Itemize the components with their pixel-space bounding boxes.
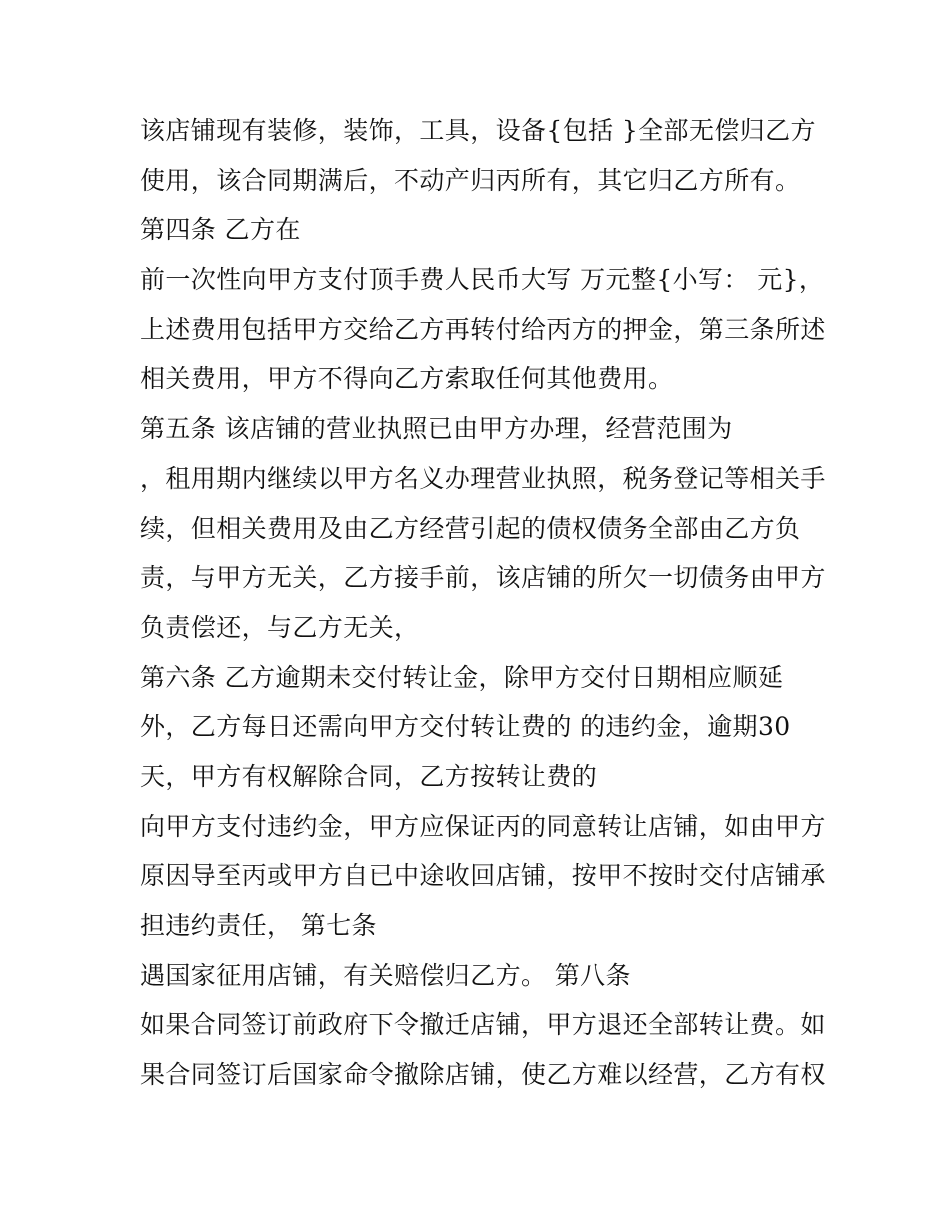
- text-line: 如果合同签订前政府下令撤迁店铺，甲方退还全部转让费。如: [140, 1010, 826, 1040]
- text-line: 果合同签订后国家命令撤除店铺，使乙方难以经营，乙方有权: [140, 1060, 826, 1090]
- text-line: 上述费用包括甲方交给乙方再转付给丙方的押金，第三条所述: [140, 314, 826, 344]
- contract-text: [140, 106, 830, 1100]
- text-line: 天，甲方有权解除合同，乙方按转让费的: [140, 761, 598, 791]
- text-line: 使用，该合同期满后，不动产归丙所有，其它归乙方所有。: [140, 165, 801, 195]
- text-line: 第六条 乙方逾期未交付转让金，除甲方交付日期相应顺延: [140, 662, 784, 692]
- text-line: 第四条 乙方在: [140, 215, 301, 245]
- text-line: 第五条 该店铺的营业执照已由甲方办理，经营范围为: [140, 414, 733, 444]
- text-line: 担违约责任， 第七条: [140, 911, 377, 940]
- text-line: 向甲方支付违约金，甲方应保证丙的同意转让店铺，如由甲方: [140, 811, 826, 841]
- text-line: 外，乙方每日还需向甲方交付转让费的 的违约金，逾期30: [140, 712, 791, 742]
- text-line: 续，但相关费用及由乙方经营引起的债权债务全部由乙方负: [140, 513, 801, 543]
- text-line: ，租用期内继续以甲方名义办理营业执照，税务登记等相关手: [140, 463, 826, 493]
- text-line: 原因导至丙或甲方自已中途收回店铺，按甲不按时交付店铺承: [140, 861, 826, 891]
- text-line: 遇国家征用店铺，有关赔偿归乙方。 第八条: [140, 960, 631, 990]
- text-line: 该店铺现有装修，装饰，工具，设备{包括 }全部无偿归乙方: [140, 116, 816, 145]
- text-line: 责，与甲方无关，乙方接手前，该店铺的所欠一切债务由甲方: [140, 563, 826, 593]
- text-line: 负责偿还，与乙方无关，: [140, 612, 420, 642]
- text-line: 前一次性向甲方支付顶手费人民币大写 万元整{小写： 元}，: [140, 265, 825, 295]
- text-line: 相关费用，甲方不得向乙方索取任何其他费用。: [140, 364, 674, 394]
